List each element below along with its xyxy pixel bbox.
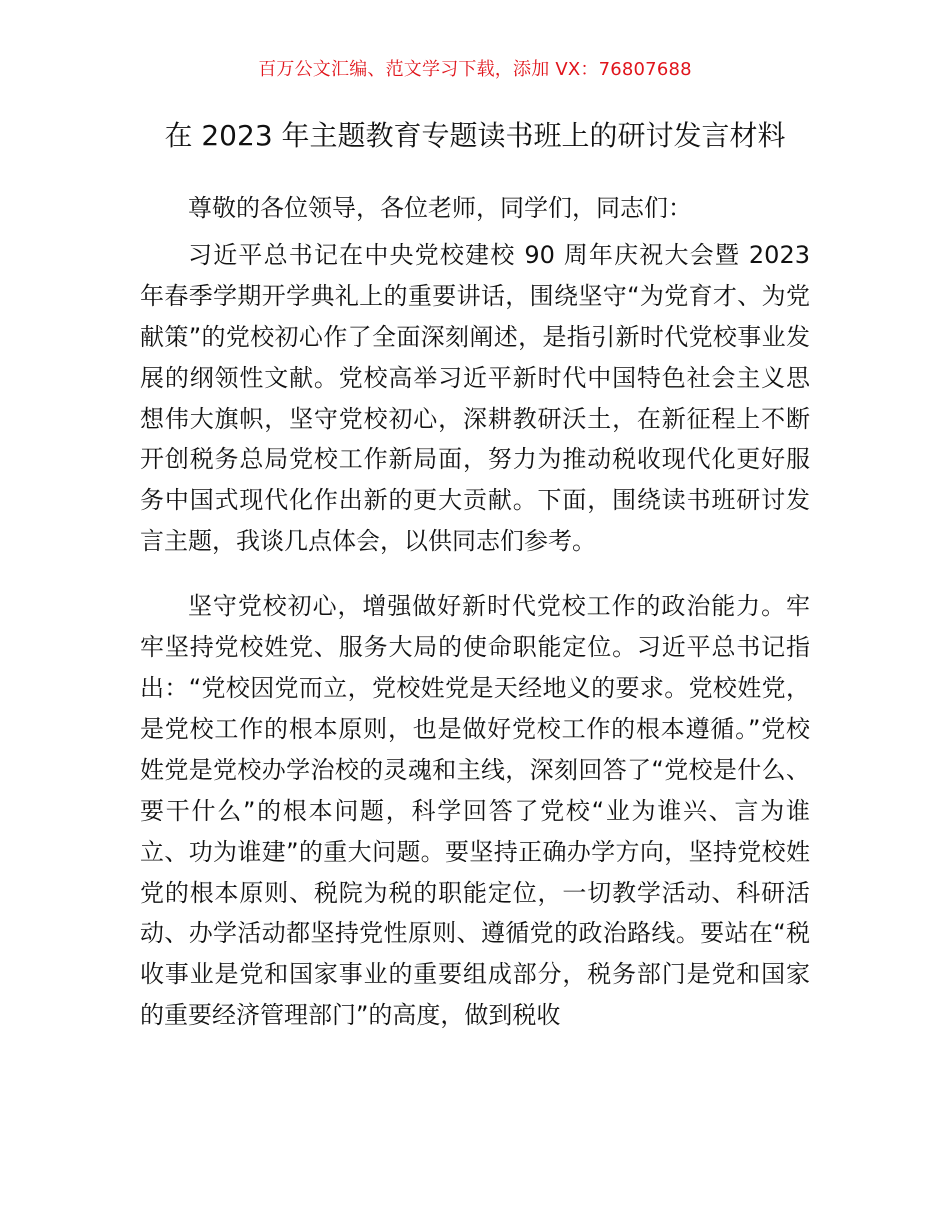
document-body <box>140 188 810 1036</box>
header-watermark-text: 百万公文汇编、范文学习下载，添加 VX：76807688 <box>258 59 692 80</box>
paragraph-intro: 习近平总书记在中央党校建校 90 周年庆祝大会暨 2023 年春季学期开学典礼上的重要讲话，围绕坚守“为党育才、为党献策”的党校初心作了全面深刻阐述，是指引新时代党校事业发展的纲领性文献。党校高举习近平新时代中国特色社会主义思想伟大旗帜，坚守党校初心，深耕教研沃土，在新征程上不断开创税务总局党校工作新局面，努力为推动税收现代化更好服务中国式现代化作出新的更大贡献。下面，围绕读书班研讨发言主题，我谈几点体会，以供同志们参考。 <box>140 240 810 556</box>
document-title: 在 2023 年主题教育专题读书班上的研讨发言材料 <box>164 119 786 152</box>
paragraph-section-one: 坚守党校初心，增强做好新时代党校工作的政治能力。牢牢坚持党校姓党、服务大局的使命职能定位。习近平总书记指出：“党校因党而立，党校姓党是天经地义的要求。党校姓党，是党校工作的根本原则，也是做好党校工作的根本遵循。”党校姓党是党校办学治校的灵魂和主线，深刻回答了“党校是什么、要干什么”的根本问题，科学回答了党校“业为谁兴、言为谁立、功为谁建”的重大问题。要坚持正确办学方向，坚持党校姓党的根本原则、税院为税的职能定位，一切教学活动、科研活动、办学活动都坚持党性原则、遵循党的政治路线。要站在“税收事业是党和国家事业的重要组成部分，税务部门是党和国家的重要经济管理部门”的高度，做到税收 <box>140 592 810 1030</box>
salutation: 尊敬的各位领导，各位老师，同学们，同志们： <box>188 194 692 222</box>
